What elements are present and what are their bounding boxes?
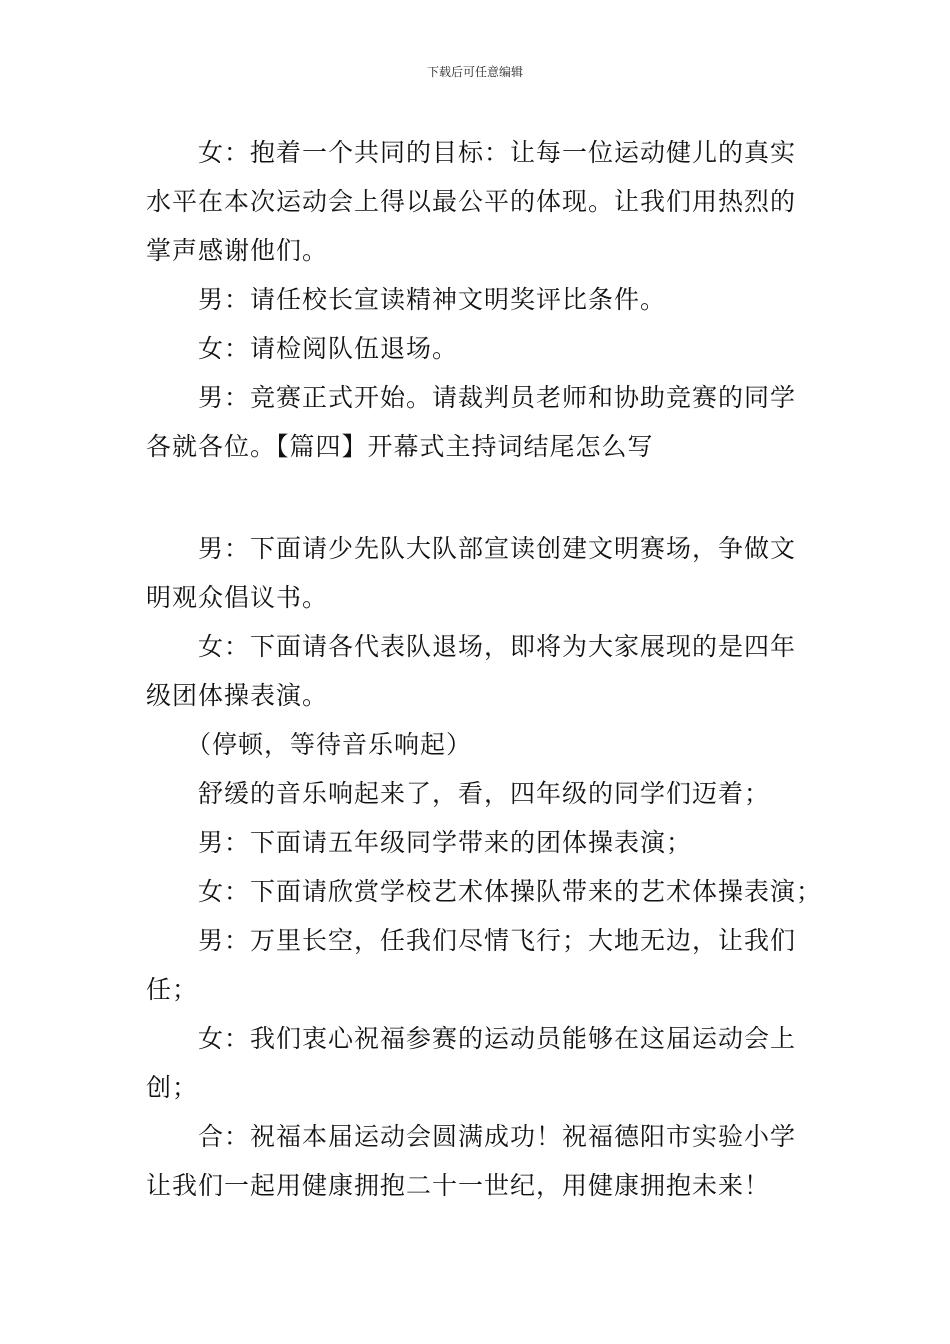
text-line: 女：我们衷心祝福参赛的运动员能够在这届运动会上 [198, 1024, 797, 1053]
text-line: 女：抱着一个共同的目标：让每一位运动健儿的真实 [198, 138, 797, 167]
document-body [146, 128, 823, 1210]
text-line: 水平在本次运动会上得以最公平的体现。让我们用热烈的 [146, 187, 797, 216]
text-line: 明观众倡议书。 [146, 583, 329, 612]
page-header: 下载后可任意编辑 [426, 65, 523, 79]
text-line: （停顿，等待音乐响起） [186, 730, 473, 759]
text-line: 舒缓的音乐响起来了，看，四年级的同学们迈着； [198, 779, 771, 808]
text-line: 男：下面请少先队大队部宣读创建文明赛场，争做文 [198, 534, 797, 563]
text-line: 女：请检阅队伍退场。 [198, 334, 459, 363]
paragraph-gap [146, 471, 808, 524]
text-line: 女：下面请欣赏学校艺术体操队带来的艺术体操表演； [198, 877, 823, 906]
text-line: 女：下面请各代表队退场，即将为大家展现的是四年 [198, 632, 797, 661]
text-line: 让我们一起用健康拥抱二十一世纪，用健康拥抱未来！ [146, 1171, 771, 1200]
text-line: 各就各位。【篇四】开幕式主持词结尾怎么写 [146, 432, 654, 461]
text-line: 男：万里长空，任我们尽情飞行；大地无边，让我们 [198, 926, 797, 955]
text-line: 男：竞赛正式开始。请裁判员老师和协助竞赛的同学 [198, 383, 797, 412]
text-line: 男：请任校长宣读精神文明奖评比条件。 [198, 285, 667, 314]
text-line: 任； [146, 975, 199, 1004]
text-line: 创； [146, 1073, 199, 1102]
text-line: 级团体操表演。 [146, 681, 329, 710]
text-line: 男：下面请五年级同学带来的团体操表演； [198, 828, 693, 857]
text-line: 合：祝福本届运动会圆满成功！祝福德阳市实验小学 [198, 1122, 797, 1151]
text-line: 掌声感谢他们。 [146, 236, 329, 265]
